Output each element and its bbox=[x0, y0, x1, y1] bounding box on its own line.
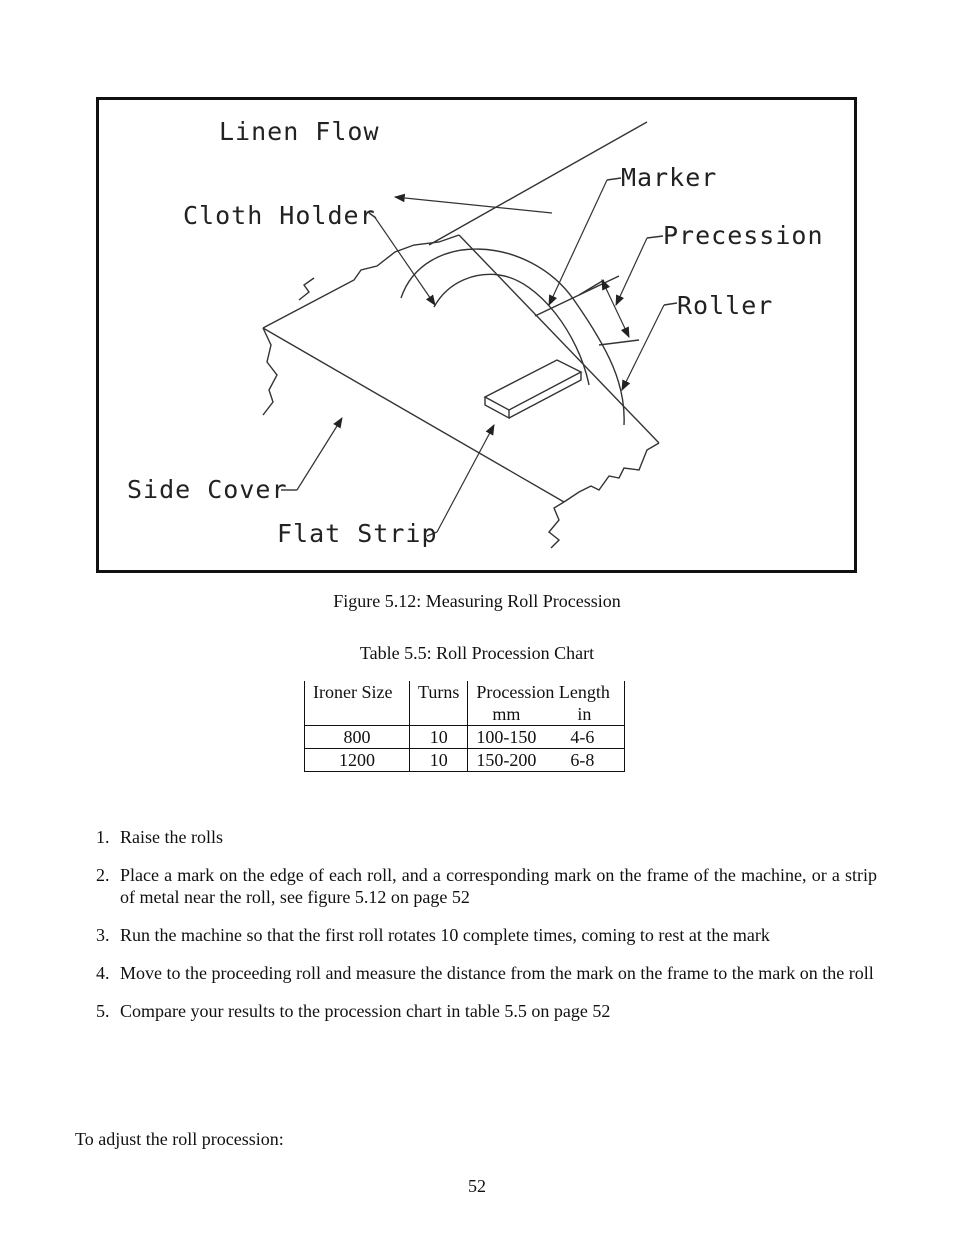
step-text: Raise the rolls bbox=[120, 827, 223, 847]
step-text: Move to the proceeding roll and measure the distance from the mark on the frame to the mark on the roll bbox=[120, 963, 874, 983]
page-number: 52 bbox=[468, 1176, 486, 1196]
figure-caption: Figure 5.12: Measuring Roll Procession bbox=[333, 591, 621, 611]
table-header-row bbox=[305, 681, 625, 703]
list-item bbox=[96, 962, 877, 984]
list-item bbox=[96, 826, 877, 848]
label-side-cover: Side Cover bbox=[127, 475, 288, 504]
label-marker: Marker bbox=[621, 163, 718, 192]
cell-mm: 100-150 bbox=[468, 726, 545, 749]
table-caption: Table 5.5: Roll Procession Chart bbox=[359, 643, 595, 663]
list-item bbox=[96, 924, 877, 946]
step-number: 2. bbox=[96, 865, 110, 885]
label-cloth-holder: Cloth Holder bbox=[183, 201, 376, 230]
header-ironer-size: Ironer Size bbox=[305, 681, 410, 726]
header-turns: Turns bbox=[410, 681, 468, 726]
step-number: 5. bbox=[96, 1001, 110, 1021]
cell-mm: 150-200 bbox=[468, 749, 545, 772]
cell-turns: 10 bbox=[410, 726, 468, 749]
label-flat-strip: Flat Strip bbox=[277, 519, 438, 548]
procedure-steps bbox=[96, 826, 877, 1022]
step-number: 1. bbox=[96, 827, 110, 847]
label-precession: Precession bbox=[663, 221, 824, 250]
figure-roll-procession bbox=[96, 97, 857, 573]
label-linen-flow: Linen Flow bbox=[219, 117, 380, 146]
cell-in: 6-8 bbox=[544, 749, 625, 772]
adjust-heading: To adjust the roll procession: bbox=[75, 1129, 284, 1149]
cell-in: 4-6 bbox=[544, 726, 625, 749]
header-in: in bbox=[544, 703, 625, 726]
step-text: Run the machine so that the first roll rotates 10 complete times, coming to rest at the mark bbox=[120, 925, 770, 945]
cell-turns: 10 bbox=[410, 749, 468, 772]
header-mm: mm bbox=[492, 704, 521, 724]
procession-table bbox=[304, 681, 625, 772]
list-item bbox=[96, 1000, 877, 1022]
label-roller: Roller bbox=[677, 291, 774, 320]
cell-size: 800 bbox=[305, 726, 410, 749]
list-item bbox=[96, 864, 877, 908]
step-number: 4. bbox=[96, 963, 110, 983]
roll-procession-diagram bbox=[99, 100, 854, 570]
table-row bbox=[305, 726, 625, 749]
cell-size: 1200 bbox=[305, 749, 410, 772]
header-procession-length: Procession Length bbox=[468, 681, 625, 703]
step-text: Compare your results to the procession chart in table 5.5 on page 52 bbox=[120, 1001, 611, 1021]
step-number: 3. bbox=[96, 925, 110, 945]
step-text: Place a mark on the edge of each roll, and a corresponding mark on the frame of the machine, or a strip of metal near the roll, see figure 5.12 on page 52 bbox=[120, 865, 877, 907]
table-row bbox=[305, 749, 625, 772]
